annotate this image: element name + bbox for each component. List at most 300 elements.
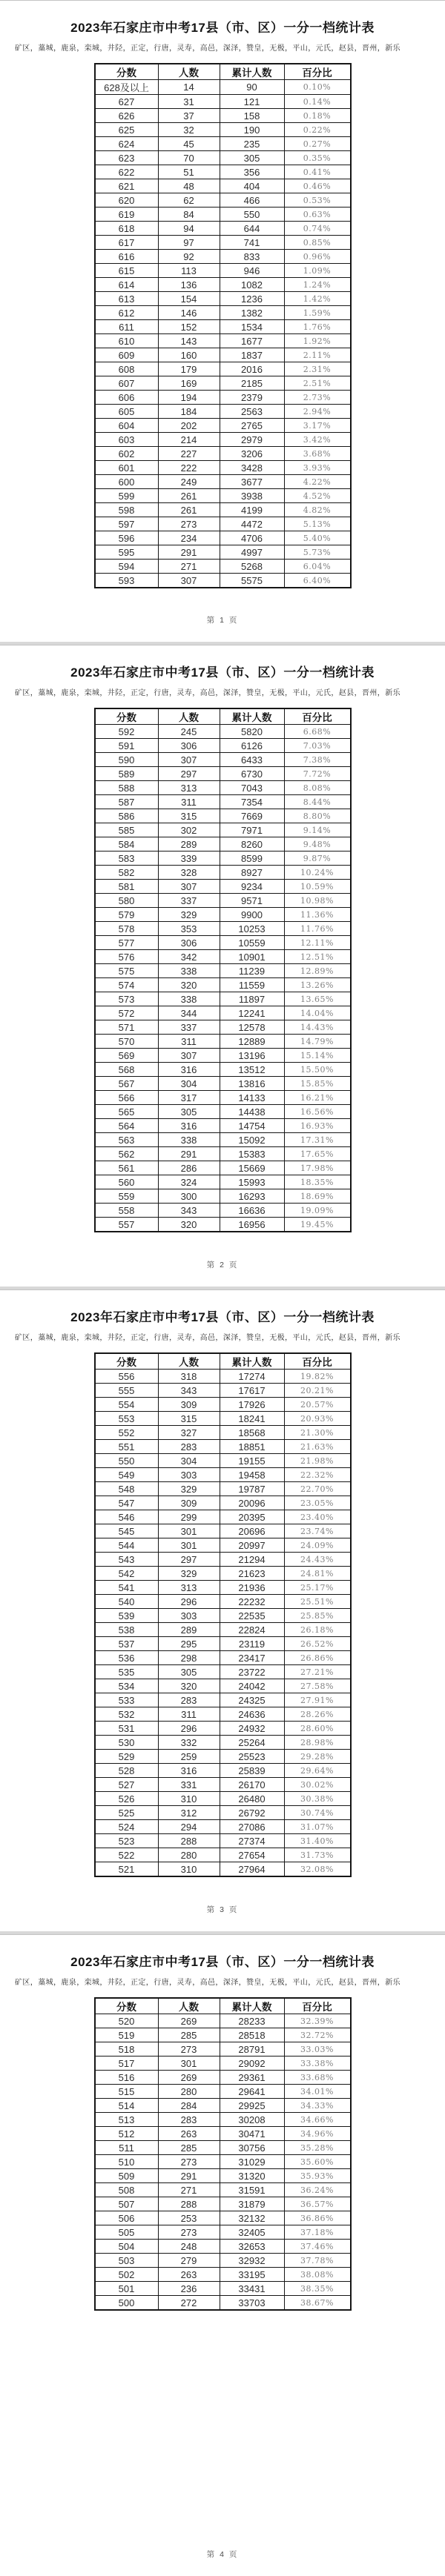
score-cell: 550 [95,1454,159,1468]
table-row [95,1834,351,1848]
cumulative-cell: 31320 [220,2169,284,2183]
cumulative-cell: 15092 [220,1133,284,1147]
percent-cell: 9.14% [284,823,351,837]
score-cell: 592 [95,725,159,739]
percent-cell: 24.43% [284,1553,351,1567]
table-row [95,1764,351,1778]
count-cell: 261 [158,503,220,517]
count-cell: 299 [158,1510,220,1524]
score-cell: 609 [95,348,159,362]
count-cell: 297 [158,767,220,781]
column-header: 百分比 [284,64,351,80]
cumulative-cell: 13196 [220,1049,284,1063]
cumulative-cell: 31591 [220,2183,284,2197]
score-cell: 599 [95,489,159,503]
count-cell: 279 [158,2254,220,2268]
table-header-row [95,64,351,80]
percent-cell: 10.59% [284,880,351,894]
cumulative-cell: 27374 [220,1834,284,1848]
count-cell: 338 [158,992,220,1006]
count-cell: 259 [158,1750,220,1764]
score-cell: 515 [95,2085,159,2099]
count-cell: 329 [158,908,220,922]
cumulative-cell: 235 [220,137,284,151]
cumulative-cell: 7043 [220,781,284,795]
percent-cell: 22.70% [284,1482,351,1496]
cumulative-cell: 90 [220,80,284,95]
cumulative-cell: 33195 [220,2268,284,2282]
score-cell: 567 [95,1077,159,1091]
table-row [95,1370,351,1384]
score-cell: 553 [95,1412,159,1426]
score-cell: 533 [95,1693,159,1707]
score-cell: 522 [95,1848,159,1862]
percent-cell: 6.04% [284,560,351,574]
score-cell: 528 [95,1764,159,1778]
table-body [95,725,351,1232]
cumulative-cell: 30208 [220,2113,284,2127]
page-title: 2023年石家庄市中考17县（市、区）一分一档统计表 [70,665,375,680]
table-row [95,2085,351,2099]
percent-cell: 0.96% [284,250,351,264]
table-row [95,2071,351,2085]
cumulative-cell: 9900 [220,908,284,922]
percent-cell: 8.80% [284,809,351,823]
column-header: 人数 [158,708,220,725]
cumulative-cell: 9234 [220,880,284,894]
table-row [95,1077,351,1091]
cumulative-cell: 12578 [220,1020,284,1035]
table-row [95,475,351,489]
count-cell: 263 [158,2127,220,2141]
count-cell: 236 [158,2282,220,2296]
score-cell: 520 [95,2014,159,2028]
score-table [94,1997,352,2311]
cumulative-cell: 17617 [220,1384,284,1398]
count-cell: 329 [158,1567,220,1581]
score-cell: 539 [95,1609,159,1623]
percent-cell: 19.82% [284,1370,351,1384]
percent-cell: 34.01% [284,2085,351,2099]
document-page [0,645,445,1287]
score-cell: 628及以上 [95,80,159,95]
score-cell: 610 [95,334,159,348]
percent-cell: 4.52% [284,489,351,503]
percent-cell: 0.46% [284,179,351,193]
table-row [95,1035,351,1049]
count-cell: 313 [158,781,220,795]
percent-cell: 10.24% [284,866,351,880]
score-cell: 600 [95,475,159,489]
score-cell: 570 [95,1035,159,1049]
score-cell: 603 [95,433,159,447]
cumulative-cell: 946 [220,264,284,278]
cumulative-cell: 356 [220,165,284,179]
table-row [95,2155,351,2169]
percent-cell: 17.31% [284,1133,351,1147]
cumulative-cell: 8599 [220,852,284,866]
score-cell: 587 [95,795,159,809]
table-row [95,165,351,179]
table-row [95,1806,351,1820]
percent-cell: 27.91% [284,1693,351,1707]
score-cell: 626 [95,109,159,123]
count-cell: 338 [158,964,220,978]
count-cell: 317 [158,1091,220,1105]
table-row [95,1119,351,1133]
table-row [95,1006,351,1020]
percent-cell: 34.96% [284,2127,351,2141]
percent-cell: 2.11% [284,348,351,362]
score-cell: 526 [95,1792,159,1806]
score-cell: 571 [95,1020,159,1035]
table-row [95,278,351,292]
table-row [95,306,351,320]
percent-cell: 8.08% [284,781,351,795]
table-row [95,137,351,151]
score-cell: 500 [95,2296,159,2311]
score-cell: 575 [95,964,159,978]
percent-cell: 9.87% [284,852,351,866]
table-row [95,1091,351,1105]
table-row [95,2183,351,2197]
table-row [95,222,351,236]
score-cell: 579 [95,908,159,922]
score-cell: 566 [95,1091,159,1105]
count-cell: 272 [158,2296,220,2311]
percent-cell: 3.93% [284,461,351,475]
score-cell: 540 [95,1595,159,1609]
percent-cell: 0.35% [284,151,351,165]
count-cell: 329 [158,1482,220,1496]
count-cell: 303 [158,1609,220,1623]
percent-cell: 32.08% [284,1862,351,1877]
cumulative-cell: 7669 [220,809,284,823]
page-title: 2023年石家庄市中考17县（市、区）一分一档统计表 [70,1310,375,1324]
score-cell: 510 [95,2155,159,2169]
cumulative-cell: 28233 [220,2014,284,2028]
percent-cell: 33.68% [284,2071,351,2085]
score-cell: 588 [95,781,159,795]
table-body [95,80,351,588]
count-cell: 245 [158,725,220,739]
table-row [95,1454,351,1468]
table-row [95,1693,351,1707]
table-row [95,405,351,419]
count-cell: 248 [158,2240,220,2254]
table-row [95,894,351,908]
score-cell: 542 [95,1567,159,1581]
score-cell: 557 [95,1218,159,1232]
cumulative-cell: 25264 [220,1736,284,1750]
percent-cell: 27.21% [284,1665,351,1679]
table-row [95,1384,351,1398]
cumulative-cell: 305 [220,151,284,165]
percent-cell: 30.02% [284,1778,351,1792]
count-cell: 307 [158,880,220,894]
count-cell: 311 [158,1707,220,1722]
percent-cell: 14.04% [284,1006,351,1020]
table-row [95,123,351,137]
cumulative-cell: 29361 [220,2071,284,2085]
cumulative-cell: 25523 [220,1750,284,1764]
cumulative-cell: 741 [220,236,284,250]
percent-cell: 36.86% [284,2211,351,2225]
count-cell: 214 [158,433,220,447]
table-row [95,292,351,306]
table-row [95,809,351,823]
cumulative-cell: 32653 [220,2240,284,2254]
cumulative-cell: 1236 [220,292,284,306]
table-row [95,725,351,739]
count-cell: 312 [158,1806,220,1820]
score-cell: 622 [95,165,159,179]
score-cell: 560 [95,1175,159,1189]
count-cell: 300 [158,1189,220,1204]
cumulative-cell: 5820 [220,725,284,739]
score-cell: 508 [95,2183,159,2197]
count-cell: 271 [158,2183,220,2197]
table-header-row [95,1998,351,2014]
count-cell: 48 [158,179,220,193]
percent-cell: 32.72% [284,2028,351,2042]
cumulative-cell: 22232 [220,1595,284,1609]
cumulative-cell: 5575 [220,574,284,588]
percent-cell: 15.14% [284,1049,351,1063]
score-cell: 590 [95,753,159,767]
table-row [95,545,351,560]
count-cell: 309 [158,1398,220,1412]
count-cell: 320 [158,1218,220,1232]
percent-cell: 18.69% [284,1189,351,1204]
table-row [95,447,351,461]
percent-cell: 5.40% [284,531,351,545]
percent-cell: 1.09% [284,264,351,278]
score-cell: 602 [95,447,159,461]
score-cell: 623 [95,151,159,165]
table-row [95,151,351,165]
page-number: 第 4 页 [206,2550,239,2559]
count-cell: 301 [158,2057,220,2071]
table-row [95,1792,351,1806]
cumulative-cell: 16636 [220,1204,284,1218]
cumulative-cell: 21294 [220,1553,284,1567]
count-cell: 337 [158,894,220,908]
table-row [95,1609,351,1623]
table-row [95,531,351,545]
score-cell: 543 [95,1553,159,1567]
cumulative-cell: 190 [220,123,284,137]
cumulative-cell: 33431 [220,2282,284,2296]
score-cell: 578 [95,922,159,936]
table-row [95,1679,351,1693]
cumulative-cell: 22824 [220,1623,284,1637]
percent-cell: 27.58% [284,1679,351,1693]
score-cell: 514 [95,2099,159,2113]
cumulative-cell: 6126 [220,739,284,753]
percent-cell: 24.09% [284,1538,351,1553]
count-cell: 113 [158,264,220,278]
percent-cell: 21.63% [284,1440,351,1454]
county-list: 矿区，藁城，鹿泉，栾城，井陉，正定，行唐，灵寿，高邑，深泽，赞皇，无极，平山，元氏，赵县，晋州，新乐 [15,44,400,53]
percent-cell: 30.74% [284,1806,351,1820]
cumulative-cell: 12241 [220,1006,284,1020]
table-row [95,2282,351,2296]
percent-cell: 33.03% [284,2042,351,2057]
score-cell: 521 [95,1862,159,1877]
cumulative-cell: 5268 [220,560,284,574]
column-header: 累计人数 [220,64,284,80]
score-cell: 551 [95,1440,159,1454]
column-header: 百分比 [284,1353,351,1370]
table-row [95,1218,351,1232]
score-cell: 573 [95,992,159,1006]
score-cell: 612 [95,306,159,320]
table-row [95,574,351,588]
score-cell: 530 [95,1736,159,1750]
percent-cell: 10.98% [284,894,351,908]
percent-cell: 16.56% [284,1105,351,1119]
table-row [95,880,351,894]
table-row [95,1651,351,1665]
percent-cell: 8.44% [284,795,351,809]
table-row [95,80,351,95]
table-row [95,2254,351,2268]
percent-cell: 20.21% [284,1384,351,1398]
count-cell: 37 [158,109,220,123]
percent-cell: 23.74% [284,1524,351,1538]
county-list: 矿区，藁城，鹿泉，栾城，井陉，正定，行唐，灵寿，高邑，深泽，赞皇，无极，平山，元氏，赵县，晋州，新乐 [15,689,400,697]
table-row [95,1862,351,1877]
count-cell: 311 [158,1035,220,1049]
count-cell: 169 [158,376,220,391]
count-cell: 288 [158,1834,220,1848]
score-cell: 595 [95,545,159,560]
score-cell: 576 [95,950,159,964]
cumulative-cell: 550 [220,208,284,222]
column-header: 分数 [95,64,159,80]
table-row [95,2127,351,2141]
percent-cell: 2.31% [284,362,351,376]
column-header: 累计人数 [220,1998,284,2014]
percent-cell: 13.65% [284,992,351,1006]
percent-cell: 19.09% [284,1204,351,1218]
table-row [95,1820,351,1834]
table-row [95,2141,351,2155]
column-header: 百分比 [284,1998,351,2014]
count-cell: 316 [158,1764,220,1778]
score-cell: 586 [95,809,159,823]
page-number: 第 1 页 [206,616,239,625]
column-header: 分数 [95,708,159,725]
percent-cell: 9.48% [284,837,351,852]
table-row [95,419,351,433]
column-header: 分数 [95,1353,159,1370]
table-row [95,1468,351,1482]
table-row [95,1637,351,1651]
cumulative-cell: 28518 [220,2028,284,2042]
score-cell: 580 [95,894,159,908]
count-cell: 304 [158,1454,220,1468]
count-cell: 31 [158,95,220,109]
table-row [95,179,351,193]
count-cell: 332 [158,1736,220,1750]
score-cell: 501 [95,2282,159,2296]
percent-cell: 36.24% [284,2183,351,2197]
percent-cell: 38.08% [284,2268,351,2282]
table-row [95,1848,351,1862]
count-cell: 261 [158,489,220,503]
column-header: 累计人数 [220,708,284,725]
table-row [95,1204,351,1218]
table-row [95,560,351,574]
percent-cell: 36.57% [284,2197,351,2211]
count-cell: 202 [158,419,220,433]
count-cell: 315 [158,809,220,823]
percent-cell: 31.40% [284,1834,351,1848]
table-row [95,1623,351,1637]
score-cell: 512 [95,2127,159,2141]
count-cell: 295 [158,1637,220,1651]
score-cell: 605 [95,405,159,419]
cumulative-cell: 6730 [220,767,284,781]
score-cell: 506 [95,2211,159,2225]
percent-cell: 20.93% [284,1412,351,1426]
count-cell: 303 [158,1468,220,1482]
table-row [95,2225,351,2240]
table-row [95,767,351,781]
score-cell: 518 [95,2042,159,2057]
cumulative-cell: 18241 [220,1412,284,1426]
count-cell: 289 [158,837,220,852]
cumulative-cell: 13512 [220,1063,284,1077]
percent-cell: 25.85% [284,1609,351,1623]
percent-cell: 17.65% [284,1147,351,1161]
count-cell: 227 [158,447,220,461]
score-cell: 555 [95,1384,159,1398]
percent-cell: 7.38% [284,753,351,767]
table-row [95,1538,351,1553]
cumulative-cell: 19787 [220,1482,284,1496]
count-cell: 291 [158,1147,220,1161]
count-cell: 160 [158,348,220,362]
count-cell: 291 [158,2169,220,2183]
count-cell: 234 [158,531,220,545]
table-row [95,950,351,964]
cumulative-cell: 20395 [220,1510,284,1524]
count-cell: 316 [158,1119,220,1133]
count-cell: 154 [158,292,220,306]
percent-cell: 23.40% [284,1510,351,1524]
table-row [95,264,351,278]
percent-cell: 17.98% [284,1161,351,1175]
cumulative-cell: 1837 [220,348,284,362]
count-cell: 32 [158,123,220,137]
table-row [95,1398,351,1412]
cumulative-cell: 15383 [220,1147,284,1161]
cumulative-cell: 18851 [220,1440,284,1454]
table-row [95,739,351,753]
count-cell: 179 [158,362,220,376]
cumulative-cell: 19155 [220,1454,284,1468]
percent-cell: 18.35% [284,1175,351,1189]
cumulative-cell: 32405 [220,2225,284,2240]
cumulative-cell: 21623 [220,1567,284,1581]
score-cell: 619 [95,208,159,222]
count-cell: 301 [158,1524,220,1538]
count-cell: 222 [158,461,220,475]
cumulative-cell: 26792 [220,1806,284,1820]
